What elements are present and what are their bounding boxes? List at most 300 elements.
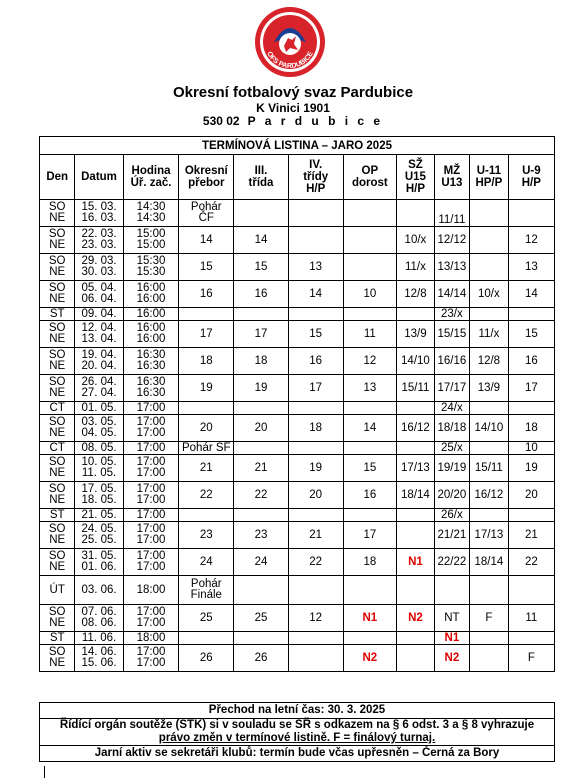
cell-op — [343, 605, 397, 632]
cell-op — [343, 576, 397, 605]
cell-value: 20/20 — [437, 488, 467, 501]
cell-op — [343, 308, 397, 321]
cell-hod — [123, 455, 179, 482]
cell-line: SO — [48, 201, 66, 213]
cell-iii — [234, 482, 289, 509]
cell-line: ČT — [49, 441, 65, 454]
cell-okr — [179, 375, 234, 402]
cell-value: 21 — [254, 461, 268, 474]
cell-op — [343, 522, 397, 549]
cell-sz — [397, 227, 435, 254]
cell-iii — [234, 522, 289, 549]
cell-mz — [434, 576, 469, 605]
cell-sz — [397, 281, 435, 308]
schedule-body — [40, 200, 555, 672]
cell-line: NE — [49, 333, 66, 345]
cell-op — [343, 482, 397, 509]
dst-note: Přechod na letní čas: 30. 3. 2025 — [40, 703, 555, 719]
cell-sz — [397, 632, 435, 645]
cell-okr — [179, 442, 234, 455]
cell-line: SO — [48, 456, 66, 468]
cell-u11 — [470, 402, 509, 415]
col-header-hodina — [123, 155, 179, 200]
col-header-mz-u13 — [434, 155, 469, 200]
table-row — [40, 321, 555, 348]
cell-op — [343, 402, 397, 415]
cell-iv — [288, 442, 343, 455]
cell-value: 13/9 — [404, 327, 427, 340]
cell-datum — [75, 281, 123, 308]
cell-value: 15 — [309, 327, 323, 340]
cell-value: 18 — [363, 555, 377, 568]
cell-line: 16:30 — [136, 349, 166, 361]
cell-sz — [397, 402, 435, 415]
cell-line: 15. 03. — [81, 201, 117, 213]
cell-line: 12. 04. — [81, 322, 117, 334]
cell-datum — [75, 522, 123, 549]
cell-line: 17:00 — [136, 523, 166, 535]
cell-value: 17 — [199, 327, 213, 340]
cell-line: 04. 05. — [81, 427, 117, 439]
col-header-datum — [75, 155, 123, 200]
cell-value: 21 — [309, 528, 323, 541]
cell-line: 31. 05. — [81, 550, 117, 562]
cell-op — [343, 227, 397, 254]
cell-hod — [123, 227, 179, 254]
cell-value: F — [527, 651, 535, 664]
cell-u11 — [470, 254, 509, 281]
cell-hod — [123, 509, 179, 522]
cell-line: 16:30 — [136, 360, 166, 372]
cell-datum — [75, 442, 123, 455]
cell-line: 17:00 — [136, 534, 166, 546]
col-header-sz-u15 — [397, 155, 435, 200]
cell-iv — [288, 482, 343, 509]
cell-line: NE — [49, 266, 66, 278]
cell-hod — [123, 402, 179, 415]
cell-datum — [75, 348, 123, 375]
cell-u11 — [470, 632, 509, 645]
col-header-line: U-9 — [522, 165, 541, 177]
cell-value: 19 — [309, 461, 323, 474]
aktiv-note: Jarní aktiv se sekretáři klubů: termín bude včas upřesněn – Černá za Bory — [40, 746, 555, 762]
cell-line: 15:30 — [136, 255, 166, 267]
cell-line: 18. 05. — [81, 494, 117, 506]
table-row — [40, 509, 555, 522]
cell-sz — [397, 509, 435, 522]
cell-value: 15 — [363, 461, 377, 474]
cell-op — [343, 281, 397, 308]
table-row — [40, 281, 555, 308]
cell-line: NE — [49, 561, 66, 573]
cell-u9 — [508, 455, 554, 482]
cell-line: 13. 04. — [81, 333, 117, 345]
cell-okr — [179, 227, 234, 254]
cell-value: N1 — [362, 611, 378, 624]
cell-mz — [434, 227, 469, 254]
cell-line: 17:00 — [136, 416, 166, 428]
cell-line: SO — [48, 228, 66, 240]
cell-hod — [123, 576, 179, 605]
cell-line: 15:00 — [136, 239, 166, 251]
cell-datum — [75, 254, 123, 281]
cell-line: Pohár — [190, 201, 222, 213]
cell-op — [343, 321, 397, 348]
cell-den — [40, 227, 75, 254]
cell-value: 12/8 — [477, 354, 501, 367]
ofs-pardubice-logo — [254, 6, 326, 78]
cell-iv — [288, 281, 343, 308]
cell-den — [40, 402, 75, 415]
cell-sz — [397, 482, 435, 509]
cell-value: 14/10 — [474, 421, 504, 434]
table-row — [40, 576, 555, 605]
table-row — [40, 549, 555, 576]
cell-line: 16:00 — [136, 307, 166, 320]
cell-value: 13 — [524, 260, 538, 273]
cell-iv — [288, 549, 343, 576]
cell-iii — [234, 402, 289, 415]
cell-line: ÚT — [49, 583, 65, 596]
cell-mz — [434, 308, 469, 321]
cell-datum — [75, 308, 123, 321]
cell-u9 — [508, 227, 554, 254]
cell-op — [343, 549, 397, 576]
cell-mz — [434, 415, 469, 442]
cell-value: 25 — [254, 611, 268, 624]
cell-value: 24 — [254, 555, 268, 568]
cell-u11 — [470, 227, 509, 254]
cell-iii — [234, 308, 289, 321]
table-row — [40, 455, 555, 482]
cell-mz — [434, 281, 469, 308]
cell-line: NE — [49, 494, 66, 506]
col-header-u9 — [508, 155, 554, 200]
cell-u9 — [508, 200, 554, 227]
col-header-line: OP — [361, 165, 379, 177]
cell-value: 22/22 — [437, 555, 467, 568]
cell-line: ČF — [198, 212, 214, 224]
cell-value: 14/14 — [437, 287, 467, 300]
cell-value: 23/x — [441, 307, 463, 320]
cell-value: 15/11 — [474, 461, 503, 474]
cell-den — [40, 200, 75, 227]
cell-line: NE — [49, 387, 66, 399]
cell-value: 22 — [524, 555, 538, 568]
col-header-line: třídy — [303, 171, 329, 183]
cell-den — [40, 348, 75, 375]
cell-hod — [123, 605, 179, 632]
cell-value: 18 — [524, 421, 538, 434]
cell-value: 16/12 — [474, 488, 504, 501]
col-header-op-dorost — [343, 155, 397, 200]
cell-u9 — [508, 321, 554, 348]
cell-okr — [179, 308, 234, 321]
cell-line: 15:00 — [136, 228, 166, 240]
cell-line: 16. 03. — [81, 212, 117, 224]
cell-u9 — [508, 632, 554, 645]
cell-iv — [288, 455, 343, 482]
cell-value: 10/x — [404, 233, 427, 246]
cell-line: SO — [48, 523, 66, 535]
table-row — [40, 254, 555, 281]
cell-line: 17:00 — [136, 561, 166, 573]
cell-line: 17:00 — [136, 441, 166, 454]
col-header-line: IV. — [309, 159, 323, 171]
cell-line: SO — [48, 646, 66, 658]
cell-sz — [397, 200, 435, 227]
cell-value: 22 — [199, 488, 213, 501]
cell-mz — [434, 455, 469, 482]
table-row — [40, 227, 555, 254]
cell-iv — [288, 348, 343, 375]
cell-sz — [397, 254, 435, 281]
cell-value: 12/12 — [437, 233, 467, 246]
cell-mz — [434, 645, 469, 672]
cell-value: 16 — [309, 354, 323, 367]
cell-u9 — [508, 348, 554, 375]
cell-value: 24 — [199, 555, 213, 568]
table-row — [40, 308, 555, 321]
rules-note-line1: Řídící orgán soutěže (STK) si v souladu se SŘ s odkazem na § 6 odst. 3 a § 8 vyhrazuje — [59, 719, 535, 731]
cell-okr — [179, 415, 234, 442]
cell-value: 11 — [525, 611, 538, 624]
cell-iii — [234, 645, 289, 672]
col-header-okresni-prebor — [179, 155, 234, 200]
cell-den — [40, 632, 75, 645]
cell-u9 — [508, 605, 554, 632]
cell-line: ČT — [49, 401, 65, 414]
cell-value: 11/x — [404, 260, 426, 273]
cell-line: 17:00 — [136, 657, 166, 669]
cell-okr — [179, 348, 234, 375]
cell-datum — [75, 549, 123, 576]
rules-note — [40, 719, 555, 746]
cell-line: 17:00 — [136, 456, 166, 468]
cell-den — [40, 375, 75, 402]
cell-u11 — [470, 200, 509, 227]
cell-okr — [179, 576, 234, 605]
cell-value: 21 — [524, 528, 538, 541]
cell-value: 23 — [254, 528, 268, 541]
cell-line: 18:00 — [136, 631, 166, 644]
cell-value: 18 — [309, 421, 323, 434]
cell-u9 — [508, 402, 554, 415]
cell-value: 13/13 — [437, 260, 467, 273]
cell-mz — [434, 549, 469, 576]
cell-u11 — [470, 509, 509, 522]
cell-value: 25/x — [441, 441, 463, 454]
cell-den — [40, 576, 75, 605]
cell-line: SO — [48, 322, 66, 334]
schedule-table — [39, 136, 555, 672]
cell-sz — [397, 348, 435, 375]
cell-iii — [234, 549, 289, 576]
cell-sz — [397, 375, 435, 402]
cell-value: 16 — [524, 354, 538, 367]
table-row — [40, 375, 555, 402]
cell-mz — [434, 482, 469, 509]
cell-u11 — [470, 605, 509, 632]
cell-iii — [234, 415, 289, 442]
cell-sz — [397, 522, 435, 549]
cell-op — [343, 348, 397, 375]
col-header-line: přebor — [188, 177, 225, 189]
cell-u11 — [470, 455, 509, 482]
cell-okr — [179, 509, 234, 522]
cell-line: SO — [48, 483, 66, 495]
cell-okr — [179, 522, 234, 549]
col-header-line: III. — [254, 165, 268, 177]
cell-iv — [288, 509, 343, 522]
cell-iv — [288, 402, 343, 415]
cell-line: 17:00 — [136, 508, 166, 521]
cell-line: 25. 05. — [81, 534, 117, 546]
table-row — [40, 645, 555, 672]
cell-u9 — [508, 281, 554, 308]
cell-sz — [397, 576, 435, 605]
cell-sz — [397, 455, 435, 482]
cell-u11 — [470, 308, 509, 321]
table-row — [40, 348, 555, 375]
cell-iv — [288, 375, 343, 402]
cell-den — [40, 455, 75, 482]
cell-u9 — [508, 482, 554, 509]
cell-u11 — [470, 645, 509, 672]
cell-u9 — [508, 442, 554, 455]
cell-line: 16:30 — [136, 376, 166, 388]
cell-datum — [75, 576, 123, 605]
cell-value: N2 — [444, 651, 460, 664]
col-header-line: H/P — [405, 183, 425, 195]
cell-den — [40, 281, 75, 308]
col-header-line: MŽ — [443, 165, 461, 177]
cell-line: 19. 04. — [81, 349, 117, 361]
col-header-line: Okresní — [184, 165, 228, 177]
cell-value: N1 — [444, 631, 460, 644]
cell-iii — [234, 632, 289, 645]
cell-mz — [434, 632, 469, 645]
cell-hod — [123, 522, 179, 549]
cell-okr — [179, 455, 234, 482]
cell-line: 03. 06. — [81, 583, 117, 596]
col-header-line: Datum — [81, 171, 117, 183]
cell-value: N1 — [408, 555, 423, 568]
table-row — [40, 415, 555, 442]
cell-line: 11. 05. — [81, 467, 117, 479]
cell-line: 03. 05. — [81, 416, 117, 428]
cell-value: 20 — [524, 488, 538, 501]
cell-line: SO — [48, 255, 66, 267]
cell-line: 18:00 — [136, 583, 166, 596]
cell-hod — [123, 348, 179, 375]
cell-value: 12 — [363, 354, 377, 367]
cell-value: N2 — [408, 611, 423, 624]
cell-u9 — [508, 375, 554, 402]
cell-hod — [123, 645, 179, 672]
cell-mz — [434, 402, 469, 415]
cell-hod — [123, 632, 179, 645]
col-header-den — [40, 155, 75, 200]
cell-mz — [434, 321, 469, 348]
cell-value: 18 — [254, 354, 268, 367]
cell-u11 — [470, 549, 509, 576]
table-row — [40, 200, 555, 227]
col-header-line: U13 — [441, 177, 463, 189]
org-name: Okresní fotbalový svaz Pardubice — [172, 84, 414, 101]
cell-datum — [75, 482, 123, 509]
cell-value: 23 — [199, 528, 213, 541]
cell-sz — [397, 645, 435, 672]
col-header-line: U15 — [404, 171, 426, 183]
table-row — [40, 402, 555, 415]
cell-line: 01. 06. — [81, 561, 117, 573]
schedule-title: TERMÍNOVÁ LISTINA – JARO 2025 — [40, 137, 555, 155]
cell-value: 16/16 — [437, 354, 467, 367]
cell-datum — [75, 455, 123, 482]
col-header-line: H/P — [521, 177, 541, 189]
cell-iii — [234, 576, 289, 605]
col-header-line: H/P — [306, 183, 326, 195]
cell-value: 20 — [254, 421, 268, 434]
cell-iv — [288, 200, 343, 227]
cell-line: NE — [49, 293, 66, 305]
cell-line: NE — [49, 657, 66, 669]
cell-u9 — [508, 549, 554, 576]
col-header-u11 — [470, 155, 509, 200]
cell-iii — [234, 227, 289, 254]
cell-line: 17. 05. — [81, 483, 117, 495]
cell-line: 14:30 — [136, 201, 166, 213]
cell-iv — [288, 415, 343, 442]
cell-line: NE — [49, 467, 66, 479]
cell-value: 14/10 — [401, 354, 430, 367]
cell-value: Pohár SF — [181, 441, 231, 454]
cell-value: 11 — [363, 327, 376, 340]
cell-datum — [75, 375, 123, 402]
cell-value: 15/15 — [437, 327, 467, 340]
org-city: P a r d u b i c e — [247, 114, 384, 128]
cell-value: 21/21 — [437, 528, 467, 541]
cell-value: 12/8 — [404, 287, 427, 300]
cell-line: 16:00 — [136, 322, 166, 334]
cell-iii — [234, 509, 289, 522]
cell-u11 — [470, 442, 509, 455]
cell-op — [343, 455, 397, 482]
cell-line: NE — [49, 360, 66, 372]
cell-line: 14:30 — [136, 212, 166, 224]
cell-u9 — [508, 415, 554, 442]
cell-sz — [397, 308, 435, 321]
cell-okr — [179, 482, 234, 509]
cell-line: 15:30 — [136, 266, 166, 278]
cell-line: 11. 06. — [81, 631, 117, 644]
cell-value: 17 — [524, 381, 538, 394]
cell-line: 16:00 — [136, 333, 166, 345]
cell-line: SO — [48, 349, 66, 361]
cell-value: 18/18 — [437, 421, 467, 434]
cell-iv — [288, 308, 343, 321]
cell-line: NE — [49, 239, 66, 251]
cell-line: SO — [48, 376, 66, 388]
cell-okr — [179, 321, 234, 348]
cell-iii — [234, 455, 289, 482]
cell-line: 16:30 — [136, 387, 166, 399]
org-address — [0, 114, 586, 128]
cell-line: 10. 05. — [81, 456, 117, 468]
col-header-line: U-11 — [476, 165, 502, 177]
cell-op — [343, 375, 397, 402]
